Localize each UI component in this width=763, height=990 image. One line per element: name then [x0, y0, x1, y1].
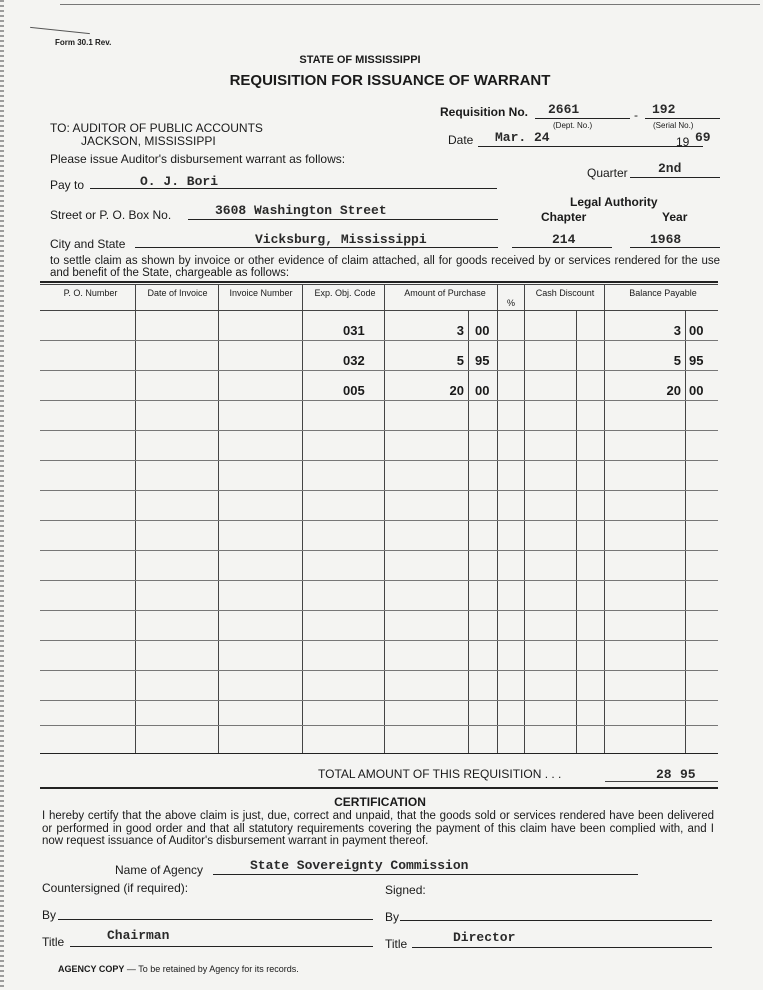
year-prefix: 19 — [676, 135, 690, 149]
settle-text: to settle claim as shown by invoice or other evidence of claim attached, all for goods received by or services rendered for the use and benefit of the State, chargeable as follows: — [50, 255, 720, 279]
exp-code: 032 — [343, 353, 365, 368]
legal-authority-title: Legal Authority — [570, 195, 658, 209]
col-header-date: Date of Invoice — [147, 288, 208, 298]
year-value: 69 — [695, 130, 711, 145]
col-header-invoice: Invoice Number — [229, 288, 293, 298]
serial-no-value: 192 — [652, 102, 676, 117]
city-value: Vicksburg, Mississippi — [255, 232, 427, 247]
certification-text: I hereby certify that the above claim is just, due, correct and unpaid, that the goods sold or services rendered have been delivered or performed in good order and that all statutory requirements covering the payment of this claim have been complied with, and I now request issuance of Auditor's disbursement warrant in payment thereof. — [42, 810, 714, 847]
by-line-left — [58, 919, 373, 920]
exp-code: 005 — [343, 383, 365, 398]
to-instruction: Please issue Auditor's disbursement warrant as follows: — [50, 152, 346, 166]
to-line2: JACKSON, MISSISSIPPI — [81, 134, 216, 148]
amount-cents: 00 — [475, 383, 490, 398]
street-value: 3608 Washington Street — [215, 203, 387, 218]
requisition-label: Requisition No. — [440, 105, 528, 119]
certification-title: CERTIFICATION — [334, 795, 426, 809]
col-header-balance: Balance Payable — [629, 288, 697, 298]
form-number-stroke — [30, 27, 90, 34]
quarter-value: 2nd — [658, 161, 682, 176]
total-dollars: 28 — [656, 767, 672, 782]
agency-copy-bold: AGENCY COPY — [58, 964, 125, 974]
row-rule — [40, 370, 718, 371]
col-header-cash: Cash Discount — [535, 288, 595, 298]
title-line-left — [70, 946, 373, 947]
amount-dollars: 20 — [449, 383, 464, 398]
title-value-right: Director — [453, 930, 516, 945]
amount-cents: 95 — [475, 353, 490, 368]
row-rule — [40, 610, 718, 611]
top-border-line — [60, 4, 760, 5]
col-divider-cents-2 — [576, 310, 577, 753]
date-label: Date — [448, 133, 474, 147]
exp-code: 031 — [343, 323, 365, 338]
form-number: Form 30.1 Rev. — [55, 38, 112, 47]
date-line — [478, 146, 703, 147]
agency-label: Name of Agency — [115, 863, 204, 877]
chapter-label: Chapter — [541, 210, 587, 224]
balance-cents: 95 — [689, 353, 704, 368]
amount-cents: 00 — [475, 323, 490, 338]
street-label: Street or P. O. Box No. — [50, 208, 172, 222]
date-value: Mar. 24 — [495, 130, 550, 145]
total-label: TOTAL AMOUNT OF THIS REQUISITION . . . — [318, 767, 562, 781]
balance-dollars: 5 — [673, 353, 681, 368]
col-divider-4 — [384, 285, 385, 753]
by-label-right: By — [385, 910, 400, 924]
title-label-left: Title — [42, 935, 65, 949]
pay-to-value: O. J. Bori — [140, 174, 219, 189]
title-value-left: Chairman — [107, 928, 170, 943]
title-line-right — [412, 947, 712, 948]
row-rule — [40, 520, 718, 521]
col-divider-3 — [302, 285, 303, 753]
row-rule — [40, 340, 718, 341]
col-header-pct: % — [506, 298, 515, 308]
to-line1: TO: AUDITOR OF PUBLIC ACCOUNTS — [50, 121, 263, 135]
legal-year-label: Year — [662, 210, 688, 224]
total-line — [605, 781, 718, 782]
table-header-rule — [40, 310, 718, 311]
city-label: City and State — [50, 237, 126, 251]
scan-edge-marks — [0, 0, 4, 990]
row-rule — [40, 640, 718, 641]
pay-to-label: Pay to — [50, 178, 85, 192]
legal-year-line — [630, 247, 720, 248]
table-end-rule — [40, 787, 718, 789]
chapter-value: 214 — [552, 232, 576, 247]
balance-dollars: 3 — [673, 323, 681, 338]
col-header-exp: Exp. Obj. Code — [314, 288, 376, 298]
balance-cents: 00 — [689, 323, 704, 338]
by-label-left: By — [42, 908, 57, 922]
total-cents: 95 — [680, 767, 696, 782]
req-dash: - — [634, 108, 638, 122]
col-divider-5 — [497, 285, 498, 753]
row-rule — [40, 580, 718, 581]
signed-label: Signed: — [385, 883, 426, 897]
col-divider-7 — [604, 285, 605, 753]
dept-no-value: 2661 — [548, 102, 580, 117]
col-divider-2 — [218, 285, 219, 753]
row-rule — [40, 400, 718, 401]
amount-dollars: 5 — [456, 353, 464, 368]
row-rule — [40, 670, 718, 671]
agency-value: State Sovereignty Commission — [250, 858, 469, 873]
row-rule — [40, 460, 718, 461]
table-top-rule-2 — [40, 284, 718, 285]
row-rule — [40, 490, 718, 491]
dept-no-line — [535, 118, 630, 119]
balance-dollars: 20 — [666, 383, 681, 398]
col-divider-1 — [135, 285, 136, 753]
balance-cents: 00 — [689, 383, 704, 398]
row-rule — [40, 700, 718, 701]
dept-no-caption: (Dept. No.) — [553, 121, 593, 130]
row-rule — [40, 550, 718, 551]
row-rule — [40, 725, 718, 726]
col-header-amount: Amount of Purchase — [404, 288, 486, 298]
quarter-line — [630, 177, 720, 178]
countersigned-label: Countersigned (if required): — [42, 881, 189, 895]
col-header-po: P. O. Number — [63, 288, 118, 298]
quarter-label: Quarter — [587, 166, 628, 180]
table-top-rule — [40, 281, 718, 283]
agency-line — [213, 874, 638, 875]
amount-dollars: 3 — [456, 323, 464, 338]
col-divider-cents-1 — [468, 310, 469, 753]
row-rule — [40, 430, 718, 431]
serial-no-caption: (Serial No.) — [653, 121, 694, 130]
table-bottom-rule — [40, 753, 718, 754]
form-title: REQUISITION FOR ISSUANCE OF WARRANT — [229, 72, 551, 89]
serial-no-line — [645, 118, 720, 119]
by-line-right — [400, 920, 712, 921]
city-line — [135, 247, 498, 248]
chapter-line — [512, 247, 612, 248]
col-divider-6 — [524, 285, 525, 753]
agency-copy-note — [58, 964, 299, 974]
legal-year-value: 1968 — [650, 232, 682, 247]
agency-copy-text: — To be retained by Agency for its records. — [126, 964, 299, 974]
state-heading: STATE OF MISSISSIPPI — [299, 54, 421, 66]
col-divider-cents-3 — [685, 310, 686, 753]
street-line — [188, 219, 498, 220]
title-label-right: Title — [385, 937, 408, 951]
